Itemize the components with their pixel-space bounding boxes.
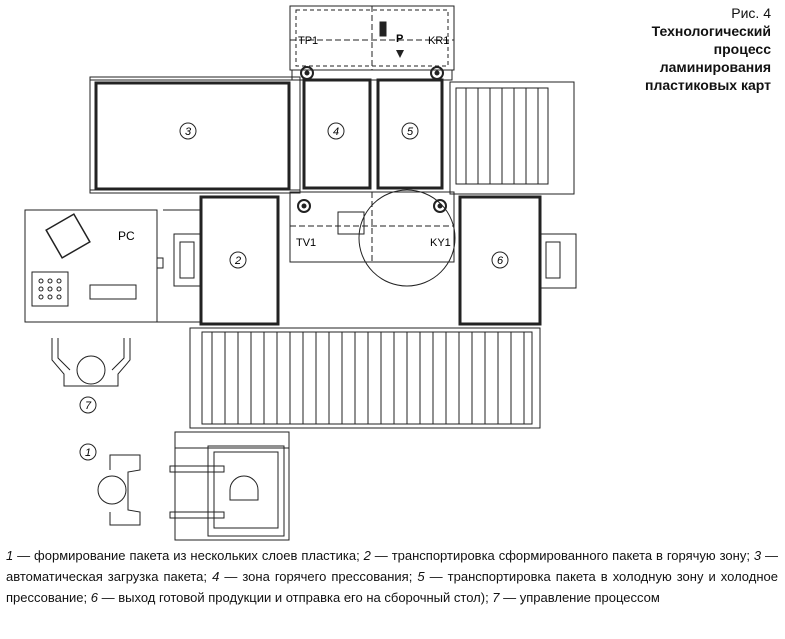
zone-1-marker (80, 444, 96, 460)
zone-2-marker (230, 252, 246, 268)
zone-7-marker (80, 397, 96, 413)
legend-num-3: 3 (753, 548, 762, 563)
arrow-p-icon (396, 50, 404, 58)
bottom-conveyor (190, 328, 540, 428)
label-kr1: KR1 (428, 35, 450, 47)
zone-5-marker (402, 123, 418, 139)
legend-text-4: — зона горячего прессования; (219, 569, 418, 584)
zone-5-number: 5 (406, 126, 414, 138)
zone-6-side-unit (540, 234, 576, 288)
label-tv1: TV1 (296, 237, 317, 249)
zone-3-marker (180, 123, 196, 139)
legend-text-1: — формирование пакета из нескольких слоев пластика; (13, 548, 364, 563)
legend-num-2: 2 (363, 548, 371, 563)
zone-6-marker (492, 252, 508, 268)
zone-2-number: 2 (234, 255, 242, 267)
right-top-conveyor (450, 82, 574, 194)
sensor-tp1 (301, 67, 313, 79)
label-tp1: TP1 (298, 35, 319, 47)
sensor-ky1 (434, 200, 446, 212)
zone-4-number: 4 (332, 126, 340, 138)
display-panel (90, 285, 136, 299)
zone-7-number: 7 (84, 400, 92, 412)
label-pc: PC (118, 229, 135, 243)
zone-2-side-unit (174, 234, 202, 286)
figure-title: Технологический процесс ламинирования пластиковых карт (644, 23, 771, 93)
legend-num-6: 6 (90, 590, 98, 605)
figure-legend (6, 545, 778, 608)
legend-num-1: 1 (6, 548, 14, 563)
legend-num-7: 7 (492, 590, 500, 605)
operator-7 (52, 338, 130, 386)
zone-6-number: 6 (496, 255, 504, 267)
stack-forming-station (98, 432, 289, 540)
zone-3-number: 3 (184, 126, 192, 138)
legend-num-5: 5 (417, 569, 425, 584)
label-p: P (396, 33, 404, 45)
sensor-kr1 (431, 67, 443, 79)
figure-caption (645, 4, 771, 94)
legend-num-4: 4 (212, 569, 220, 584)
label-ky1: KY1 (430, 237, 451, 249)
zone-4-marker (328, 123, 344, 139)
monitor-icon (46, 214, 90, 258)
legend-text-5: — транспортировка пакета в холодную зону и холодное прессование; (6, 569, 778, 605)
legend-text-3: — автоматическая загрузка пакета; (6, 548, 778, 584)
legend-text-7: — управление процессом (499, 590, 660, 605)
zone-1-number: 1 (84, 447, 92, 459)
legend-text-6: — выход готовой продукции и отправка его на сборочный стол); (98, 590, 493, 605)
sensor-tv1 (298, 200, 310, 212)
keypad-icon (32, 272, 68, 306)
figure-label: Рис. 4 (731, 5, 771, 21)
legend-text-2: — транспортировка сформированного пакета в горячую зону; (370, 548, 754, 563)
